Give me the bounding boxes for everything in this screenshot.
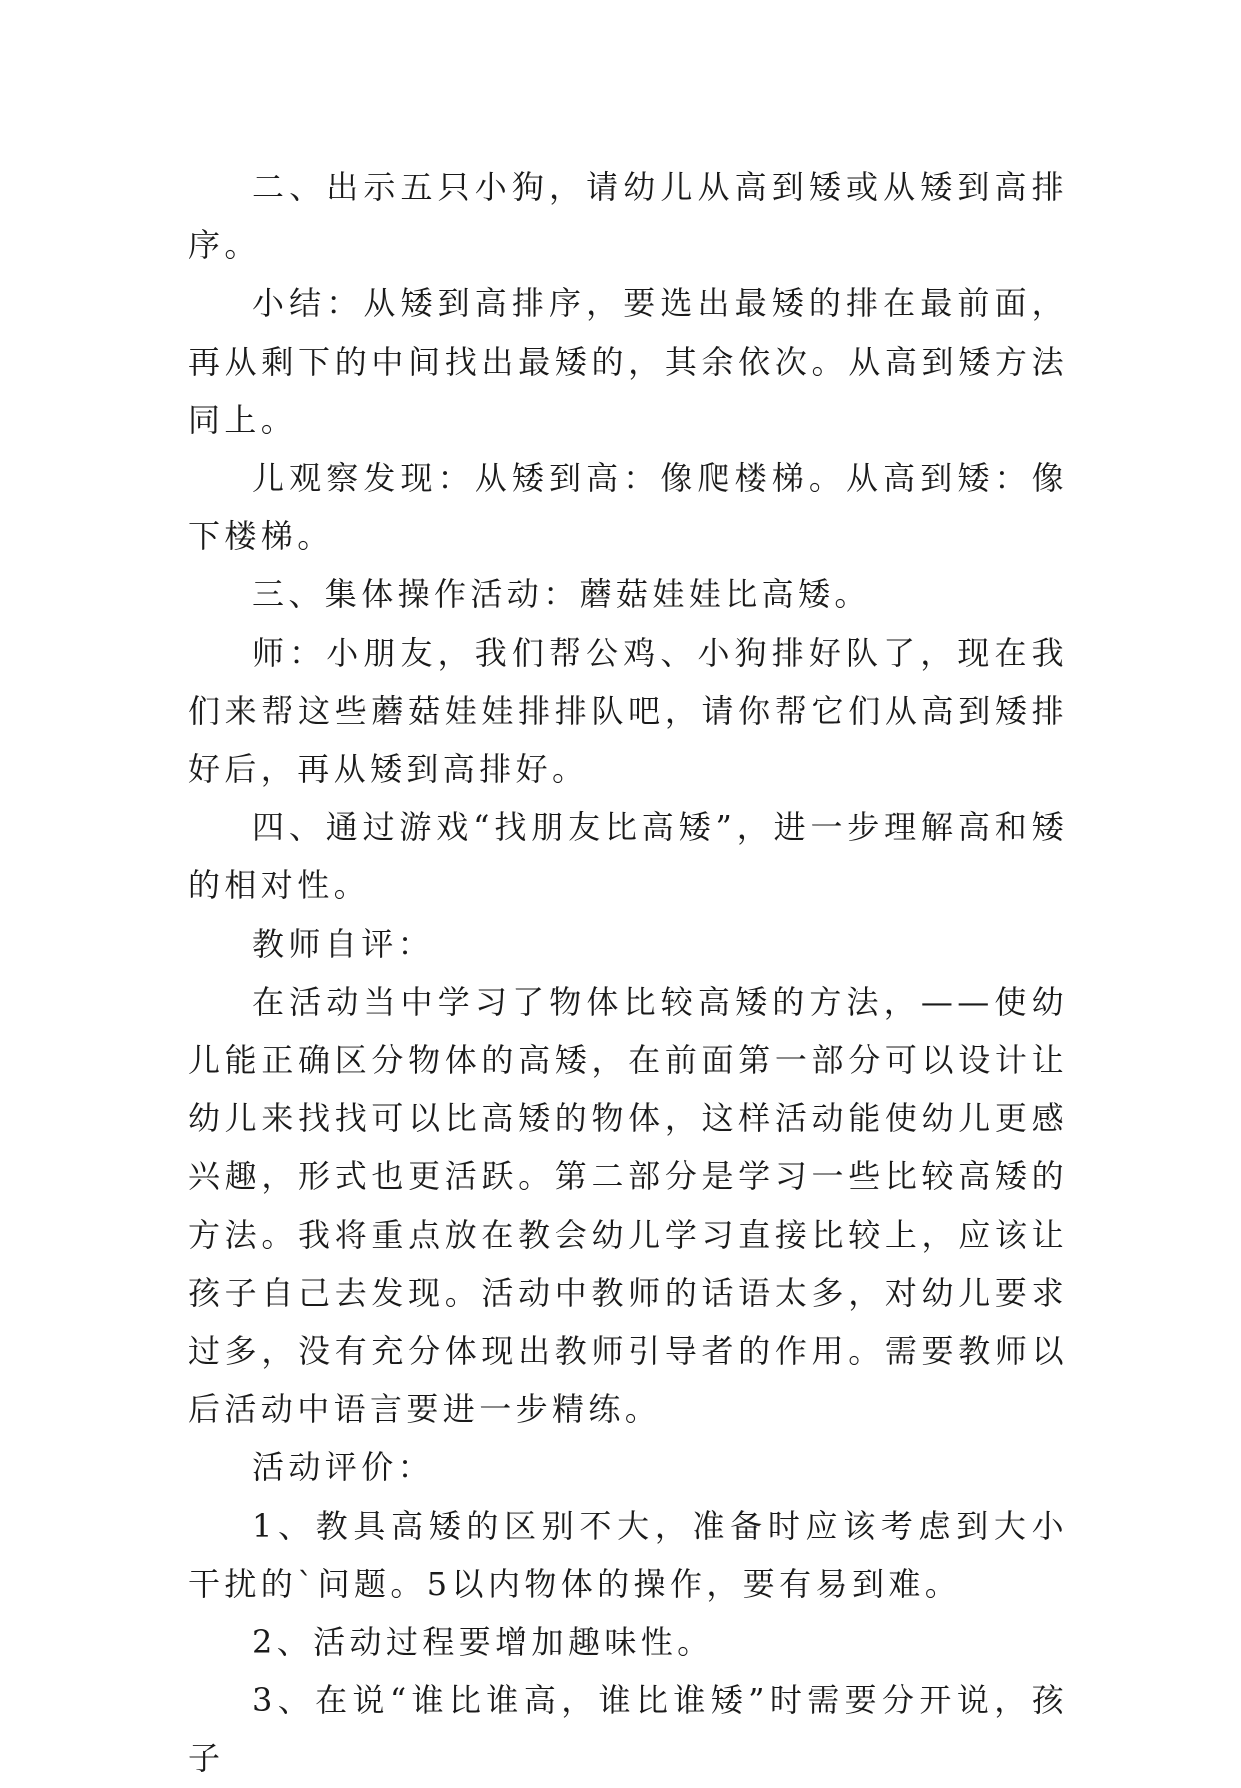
paragraph: 儿观察发现：从矮到高：像爬楼梯。从高到矮：像下楼梯。 bbox=[188, 459, 1068, 556]
paragraph: 3、在说“谁比谁高，谁比谁矮”时需要分开说，孩子 bbox=[188, 1681, 1068, 1778]
paragraph: 小结：从矮到高排序，要选出最矮的排在最前面，再从剩下的中间找出最矮的，其余依次。从高到矮方法同上。 bbox=[188, 284, 1068, 439]
paragraph: 师：小朋友，我们帮公鸡、小狗排好队了，现在我们来帮这些蘑菇娃娃排排队吧，请你帮它们从高到矮排好后，再从矮到高排好。 bbox=[188, 633, 1068, 789]
paragraph: 在活动当中学习了物体比较高矮的方法，——使幼儿能正确区分物体的高矮，在前面第一部分可以设计让幼儿来找找可以比高矮的物体，这样活动能使幼儿更感兴趣，形式也更活跃。第二部分是学习一些比较高矮的方法。我将重点放在教会幼儿学习直接比较上，应该让孩子自己去发现。活动中教师的话语太多，对幼儿要求过多，没有充分体现出教师引导者的作用。需要教师以后活动中语言要进一步精练。 bbox=[188, 982, 1068, 1429]
paragraph: 二、出示五只小狗，请幼儿从高到矮或从矮到高排序。 bbox=[188, 168, 1068, 265]
paragraph: 2、活动过程要增加趣味性。 bbox=[252, 1623, 714, 1662]
document-body bbox=[188, 158, 1068, 1788]
paragraph: 1、教具高矮的区别不大，准备时应该考虑到大小干扰的`问题。5以内物体的操作，要有易到难。 bbox=[188, 1506, 1068, 1603]
paragraph: 教师自评： bbox=[252, 924, 435, 963]
paragraph: 四、通过游戏“找朋友比高矮”，进一步理解高和矮的相对性。 bbox=[188, 808, 1068, 905]
paragraph: 活动评价： bbox=[252, 1448, 435, 1487]
paragraph: 三、集体操作活动：蘑菇娃娃比高矮。 bbox=[252, 575, 871, 614]
